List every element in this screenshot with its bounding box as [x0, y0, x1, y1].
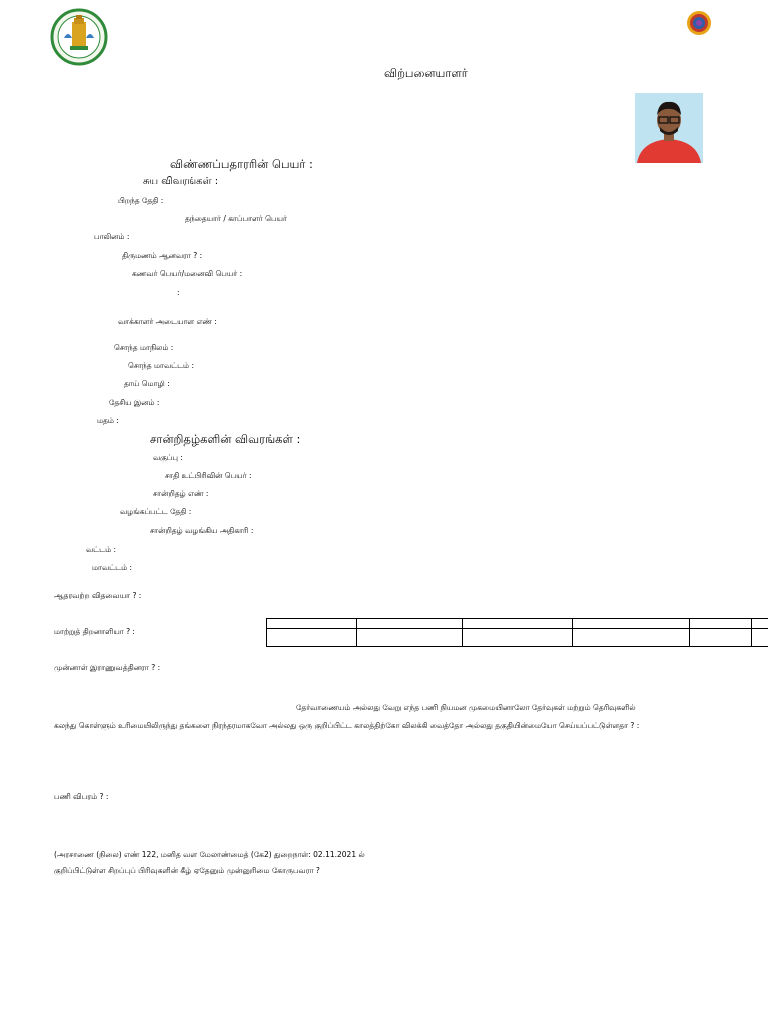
table-cell [752, 629, 768, 647]
certificate-heading: சான்றிதழ்களின் விவரங்கள் : [150, 432, 301, 446]
taluk-label: வட்டம் : [86, 545, 117, 554]
native-district-label: சொந்த மாவட்டம் : [128, 361, 195, 370]
certificate-no-label: சான்றிதழ் எண் : [153, 489, 209, 498]
personal-section-heading: சுய விவரங்கள் : [143, 176, 219, 187]
table-cell [357, 619, 463, 629]
religion-label: மதம் : [97, 416, 119, 425]
disability-table [266, 618, 768, 647]
table-cell [573, 629, 690, 647]
voter-id-label: வாக்காளர் அடையாள எண் : [118, 317, 217, 326]
spouse-name-label: கணவர் பெயர்/மனைவி பெயர் : [132, 269, 243, 278]
go-reference-line2: குறிப்பிட்டுள்ள சிறப்புப் பிரிவுகளின் கீழ் ஏதேனும் முன்னுரிமை கோருபவரா ? [54, 866, 320, 875]
category-label: வகுப்பு : [153, 453, 183, 462]
table-row [267, 629, 768, 647]
debarred-question-line1: தேர்வாணையம் அல்லது வேறு எந்த பணி நியமன முகமையினாலோ தேர்வுகள் மற்றும் தெரிவுகளில் [296, 703, 636, 712]
nationality-label: தேசிய இனம் : [109, 398, 160, 407]
married-label: திருமணம் ஆனவரா ? : [122, 251, 203, 260]
ex-serviceman-label: முன்னாள் இராணுவத்தினரா ? : [54, 663, 161, 672]
caste-subcaste-label: சாதி உட்பிரிவின் பெயர் : [165, 471, 252, 480]
mother-tongue-label: தாய் மொழி : [124, 379, 170, 388]
employment-details-label: பணி விபரம் ? : [54, 792, 109, 801]
table-row [267, 619, 768, 629]
issue-date-label: வழங்கப்பட்ட தேதி : [120, 507, 192, 516]
table-cell [357, 629, 463, 647]
differently-abled-label: மாற்றுத் திறனாளியா ? : [54, 627, 135, 636]
table-cell [267, 619, 357, 629]
table-cell [752, 619, 768, 629]
table-cell [267, 629, 357, 647]
go-reference-line1: (அரசாணை (நிலை) எண் 122, மனித வள மேலாண்மைத் (கே2) துறைநாள்: 02.11.2021 ல் [54, 850, 365, 859]
tamil-nadu-emblem-icon [50, 8, 108, 66]
issuing-authority-label: சான்றிதழ் வழங்கிய அதிகாரி : [150, 526, 254, 535]
applicant-photo [635, 93, 703, 163]
table-cell [463, 629, 573, 647]
page-title: விற்பனையாளர் [384, 66, 468, 80]
native-state-label: சொந்த மாநிலம் : [114, 343, 174, 352]
gender-label: பாலினம் : [94, 232, 130, 241]
destitute-widow-label: ஆதரவற்ற விதவையா ? : [54, 591, 142, 600]
district-label: மாவட்டம் : [92, 563, 133, 572]
table-cell [690, 619, 752, 629]
table-cell [463, 619, 573, 629]
father-name-label: தந்தையார் / காப்பாளர் பெயர் [185, 214, 287, 223]
table-cell [573, 619, 690, 629]
table-cell [690, 629, 752, 647]
target-badge-icon [686, 10, 712, 36]
debarred-question-line2: கலந்து கொள்ளும் உரிமையிலிருந்து தங்களை நிரந்தரமாகவோ அல்லது ஒரு குறிப்பிட்ட காலத்திற்கோ விலக்கி வைத்தோ அல்லது தகுதியின்மையோ செய்யப்பட்டுள்ளதா ? : [54, 721, 640, 730]
dob-label: பிறந்த தேதி : [118, 196, 164, 205]
colon-label: : [177, 288, 180, 297]
applicant-name-label: விண்ணப்பதாரரின் பெயர் : [170, 157, 313, 171]
